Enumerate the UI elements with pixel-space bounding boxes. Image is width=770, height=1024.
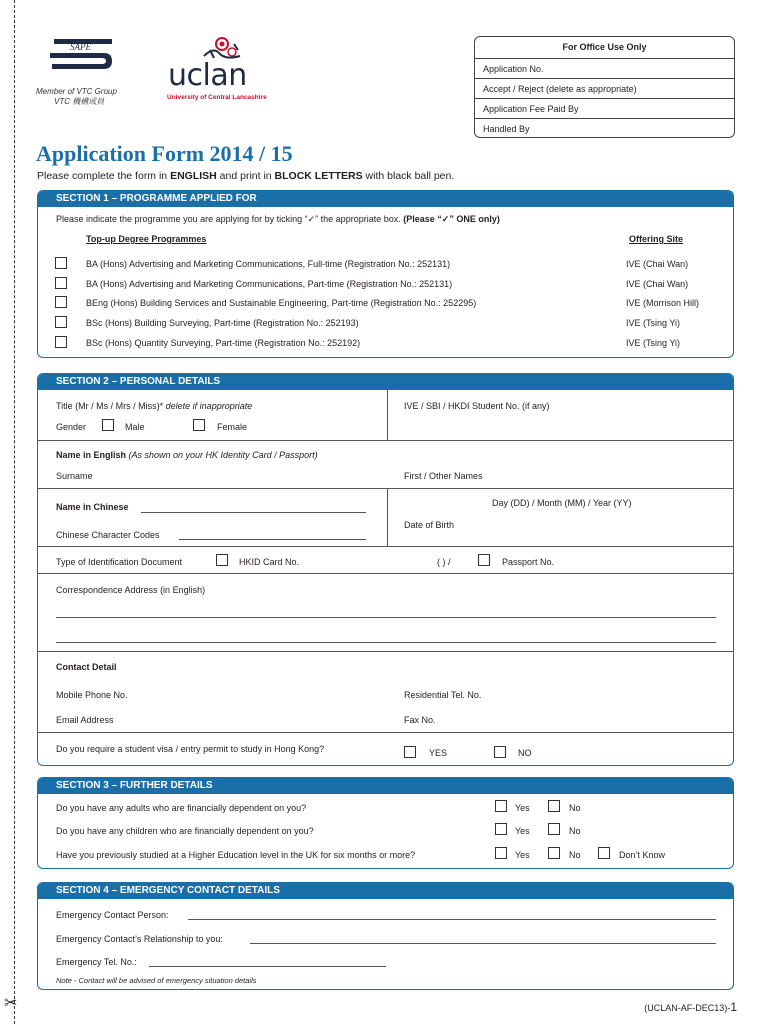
further-question: Have you previously studied at a Higher Education level in the UK for six months or more?	[56, 850, 416, 860]
footer-code: (UCLAN-AF-DEC13)-1	[644, 1000, 737, 1014]
scissors-icon: ✂	[4, 995, 18, 1012]
col-offering-site: Offering Site	[629, 234, 684, 244]
emergency-tel-label: Emergency Tel. No.:	[56, 957, 137, 967]
page-title: Application Form 2014 / 15	[36, 141, 293, 166]
further-yes-checkbox[interactable]	[495, 800, 507, 812]
sape-logo-text: SAPE	[70, 42, 91, 52]
address-label: Correspondence Address (in English)	[56, 585, 206, 595]
further-dont-know-checkbox[interactable]	[598, 847, 610, 859]
programme-name: BSc (Hons) Building Surveying, Part-time (Registration No.: 252193)	[86, 318, 359, 328]
dob-field[interactable]: Date of Birth	[404, 520, 455, 530]
emergency-note: Note - Contact will be advised of emergency situation details	[56, 976, 257, 985]
further-question: Do you have any adults who are financially dependent on you?	[56, 803, 307, 813]
visa-yes-checkbox[interactable]	[404, 746, 416, 758]
title-field[interactable]: Title (Mr / Ms / Mrs / Miss)* delete if inappropriate	[56, 401, 253, 411]
fax-field[interactable]: Fax No.	[404, 715, 436, 725]
male-label: Male	[125, 422, 145, 432]
uclan-wordmark: uclan	[168, 58, 247, 93]
passport-checkbox[interactable]	[478, 554, 490, 566]
visa-no-label: NO	[518, 748, 532, 758]
programme-checkbox[interactable]	[55, 296, 67, 308]
female-label: Female	[217, 422, 248, 432]
contact-detail-label: Contact Detail	[56, 662, 117, 672]
male-checkbox[interactable]	[102, 419, 114, 431]
office-row-handled-by[interactable]: Handled By	[475, 118, 734, 138]
further-yes-checkbox[interactable]	[495, 847, 507, 859]
programme-site: IVE (Tsing Yi)	[626, 338, 681, 348]
section-4-heading: SECTION 4 – EMERGENCY CONTACT DETAILS	[38, 883, 733, 899]
address-line-1[interactable]	[56, 617, 716, 618]
further-yes-checkbox[interactable]	[495, 823, 507, 835]
sape-logo	[46, 35, 116, 75]
hkid-checkbox[interactable]	[216, 554, 228, 566]
further-no-label: No	[569, 826, 581, 836]
office-row-application-no[interactable]: Application No.	[475, 58, 734, 78]
office-title: For Office Use Only	[562, 42, 647, 52]
email-field[interactable]: Email Address	[56, 715, 114, 725]
name-chinese-line[interactable]	[141, 512, 366, 513]
programme-name: BEng (Hons) Building Services and Sustainable Engineering, Part-time (Registration No.: 252295)	[86, 298, 477, 308]
office-row-accept-reject[interactable]: Accept / Reject (delete as appropriate)	[475, 78, 734, 98]
emergency-tel-line[interactable]	[149, 966, 386, 967]
col-programme: Top-up Degree Programmes	[86, 234, 207, 244]
chinese-codes-label: Chinese Character Codes	[56, 530, 160, 540]
further-no-checkbox[interactable]	[548, 847, 560, 859]
emergency-person-line[interactable]	[188, 919, 716, 920]
programme-checkbox[interactable]	[55, 257, 67, 269]
visa-yes-label: YES	[429, 748, 448, 758]
dob-format: Day (DD) / Month (MM) / Year (YY)	[492, 498, 632, 508]
section-4	[37, 882, 734, 990]
visa-no-checkbox[interactable]	[494, 746, 506, 758]
further-no-label: No	[569, 850, 581, 860]
residential-field[interactable]: Residential Tel. No.	[404, 690, 482, 700]
further-dont-know-label: Don’t Know	[619, 850, 666, 860]
emergency-relationship-label: Emergency Contact’s Relationship to you:	[56, 934, 223, 944]
gender-label: Gender	[56, 422, 87, 432]
further-no-label: No	[569, 803, 581, 813]
section-3	[37, 777, 734, 869]
programme-checkbox[interactable]	[55, 316, 67, 328]
further-no-checkbox[interactable]	[548, 800, 560, 812]
member-line1: Member of VTC Group	[36, 87, 117, 96]
form-instruction: Please complete the form in ENGLISH and print in BLOCK LETTERS with black ball pen.	[37, 170, 455, 182]
further-yes-label: Yes	[515, 826, 530, 836]
further-yes-label: Yes	[515, 803, 530, 813]
member-text	[36, 87, 117, 107]
id-type-label: Type of Identification Document	[56, 557, 183, 567]
programme-name: BA (Hons) Advertising and Marketing Communications, Part-time (Registration No.: 252131)	[86, 279, 453, 289]
chinese-codes-line[interactable]	[179, 539, 366, 540]
section-1-instruction: Please indicate the programme you are applying for by ticking “✓” the appropriate box. (Please “✓” ONE only)	[56, 214, 500, 224]
section-2	[37, 373, 734, 766]
student-no-field[interactable]: IVE / SBI / HKDI Student No. (if any)	[404, 401, 550, 411]
section-1-heading: SECTION 1 – PROGRAMME APPLIED FOR	[38, 191, 733, 207]
uclan-subtitle: University of Central Lancashire	[167, 94, 267, 101]
programme-checkbox[interactable]	[55, 277, 67, 289]
visa-question: Do you require a student visa / entry permit to study in Hong Kong?	[56, 744, 325, 754]
section-3-heading: SECTION 3 – FURTHER DETAILS	[38, 778, 733, 794]
address-line-2[interactable]	[56, 642, 716, 643]
first-names-field[interactable]: First / Other Names	[404, 471, 483, 481]
programme-site: IVE (Chai Wan)	[626, 279, 689, 289]
hkid-label: HKID Card No.	[239, 557, 300, 567]
name-english-label: Name in English (As shown on your HK Identity Card / Passport)	[56, 450, 318, 460]
emergency-relationship-line[interactable]	[250, 943, 716, 944]
member-line2: VTC 機構成員	[54, 97, 105, 106]
passport-label: Passport No.	[502, 557, 555, 567]
programme-site: IVE (Chai Wan)	[626, 259, 689, 269]
emergency-person-label: Emergency Contact Person:	[56, 910, 169, 920]
further-no-checkbox[interactable]	[548, 823, 560, 835]
programme-site: IVE (Morrison Hill)	[626, 298, 700, 308]
office-use-box	[474, 36, 735, 138]
hkid-check-digit: ( ) /	[437, 557, 451, 567]
further-yes-label: Yes	[515, 850, 530, 860]
section-2-heading: SECTION 2 – PERSONAL DETAILS	[38, 374, 733, 390]
programme-name: BSc (Hons) Quantity Surveying, Part-time (Registration No.: 252192)	[86, 338, 361, 348]
mobile-field[interactable]: Mobile Phone No.	[56, 690, 128, 700]
programme-name: BA (Hons) Advertising and Marketing Communications, Full-time (Registration No.: 252131)	[86, 259, 451, 269]
programme-site: IVE (Tsing Yi)	[626, 318, 681, 328]
cut-line	[14, 0, 15, 1024]
section-1	[37, 190, 734, 358]
office-row-fee-paid[interactable]: Application Fee Paid By	[475, 98, 734, 118]
name-chinese-label: Name in Chinese	[56, 502, 129, 512]
further-question: Do you have any children who are financially dependent on you?	[56, 826, 314, 836]
programme-checkbox[interactable]	[55, 336, 67, 348]
surname-field[interactable]: Surname	[56, 471, 93, 481]
female-checkbox[interactable]	[193, 419, 205, 431]
